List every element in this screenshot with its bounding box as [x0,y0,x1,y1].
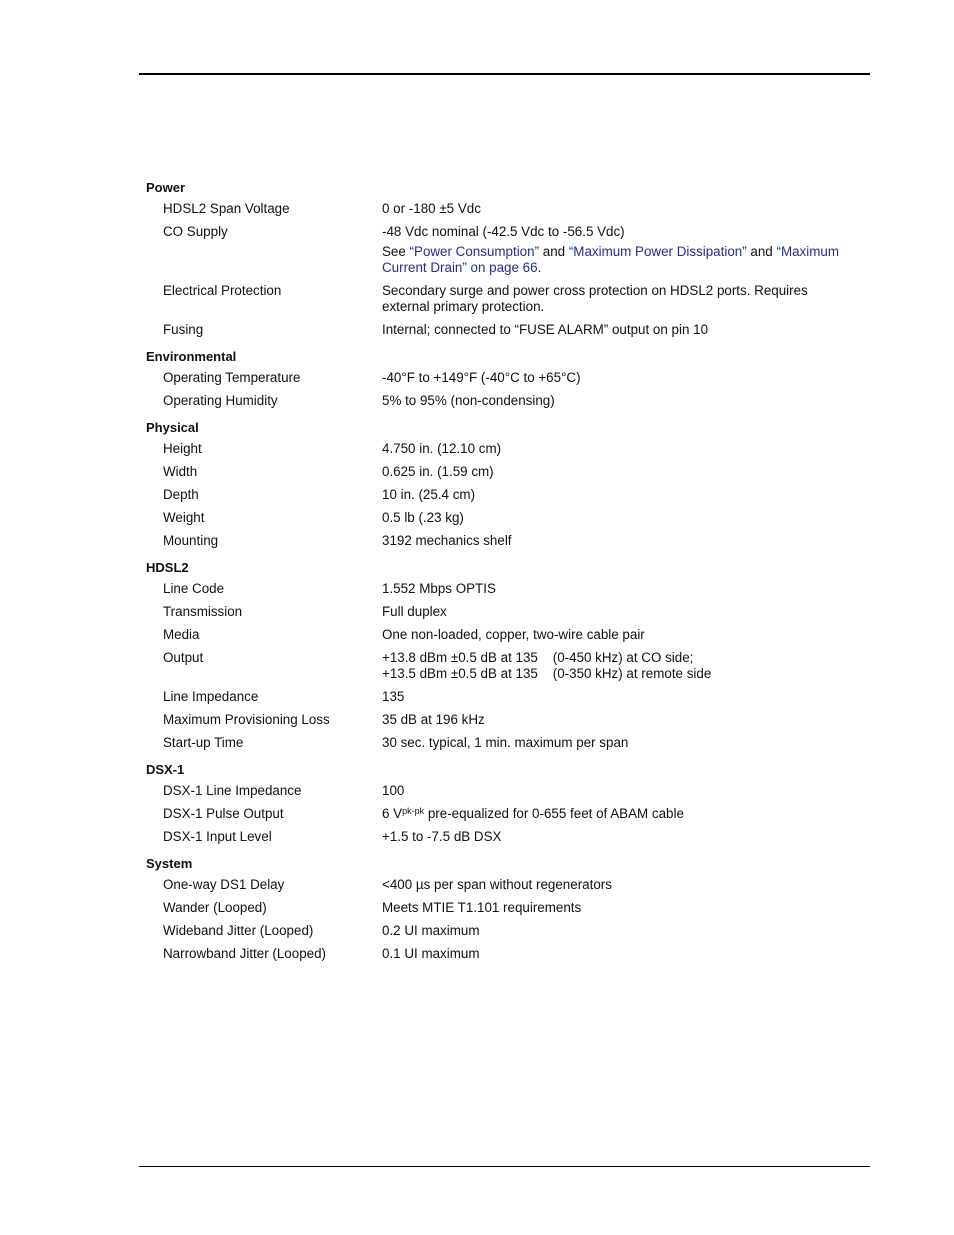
spec-label: Transmission [163,604,243,619]
spec-value: +1.5 to -7.5 dB DSX [382,829,502,844]
spec-value: 100 [382,783,405,798]
spec-label: Height [163,441,202,456]
spec-row-dsx1-input-level [146,829,856,845]
link-maximum-current-drain[interactable]: “Maximum Current Drain” on page 66 [382,244,839,275]
spec-label: Line Code [163,581,225,596]
spec-label: Output [163,650,204,665]
spec-value: 3192 mechanics shelf [382,533,512,548]
spec-row-max-provisioning-loss [146,712,856,728]
spec-row-humidity [146,393,856,409]
spec-value: One non-loaded, copper, two-wire cable pair [382,627,645,642]
spec-row-span-voltage [146,201,856,217]
pulse-value-superscript: pk-pk [402,806,425,816]
spec-value: <400 µs per span without regenerators [382,877,612,892]
spec-row-output [146,650,856,682]
spec-label: CO Supply [163,224,228,239]
spec-label: Operating Humidity [163,393,278,408]
spec-label: DSX-1 Input Level [163,829,272,844]
co-supply-crossref [382,244,856,276]
spec-label: HDSL2 Span Voltage [163,201,290,216]
spec-label: Maximum Provisioning Loss [163,712,330,727]
spec-label: Depth [163,487,199,502]
spec-value: 30 sec. typical, 1 min. maximum per span [382,735,629,750]
spec-row-transmission [146,604,856,620]
spec-label: Fusing [163,322,204,337]
footer-rule [139,1166,870,1167]
link-power-consumption[interactable]: “Power Consumption” [409,244,540,259]
spec-value: -40°F to +149°F (-40°C to +65°C) [382,370,581,385]
spec-value [382,650,856,682]
spec-label: Media [163,627,200,642]
spec-row-electrical-protection [146,283,856,315]
spec-label: Width [163,464,198,479]
spec-value: 10 in. (25.4 cm) [382,487,476,502]
co-supply-value: -48 Vdc nominal (-42.5 Vdc to -56.5 Vdc) [382,224,625,239]
spec-value: Secondary surge and power cross protection on HDSL2 ports. Requires external primary protection. [382,283,808,314]
crossref-text: and [539,244,569,259]
spec-label: Electrical Protection [163,283,282,298]
spec-label: Weight [163,510,205,525]
pulse-value-post: pre-equalized for 0-655 feet of ABAM cable [424,806,684,821]
spec-value: 4.750 in. (12.10 cm) [382,441,502,456]
spec-row-line-code [146,581,856,597]
spec-label: DSX-1 Line Impedance [163,783,302,798]
spec-row-mounting [146,533,856,549]
spec-row-startup-time [146,735,856,751]
section-heading-power: Power [146,180,186,195]
pulse-value-pre: 6 V [382,806,403,821]
spec-value: 35 dB at 196 kHz [382,712,485,727]
section-heading-physical: Physical [146,420,199,435]
spec-row-line-impedance [146,689,856,705]
crossref-text: . [537,260,542,275]
spec-row-fusing [146,322,856,338]
crossref-text: and [746,244,777,259]
spec-row-dsx1-pulse-output [146,806,856,822]
spec-value: Meets MTIE T1.101 requirements [382,900,582,915]
spec-label: Operating Temperature [163,370,301,385]
spec-value: 0.5 lb (.23 kg) [382,510,464,525]
spec-value: 0.625 in. (1.59 cm) [382,464,494,479]
specifications-table [146,176,856,969]
spec-value: Full duplex [382,604,447,619]
spec-row-width [146,464,856,480]
spec-row-dsx1-impedance [146,783,856,799]
section-heading-environmental: Environmental [146,349,237,364]
spec-label: Wideband Jitter (Looped) [163,923,314,938]
spec-value: 135 [382,689,405,704]
spec-value: 0.2 UI maximum [382,923,480,938]
spec-row-wander [146,900,856,916]
section-heading-system: System [146,856,193,871]
output-co-side: +13.8 dBm ±0.5 dB at 135 (0-450 kHz) at CO side; [382,650,694,665]
spec-label: Mounting [163,533,219,548]
spec-label: Start-up Time [163,735,244,750]
spec-value: 5% to 95% (non-condensing) [382,393,555,408]
spec-value [382,806,856,822]
spec-label: Line Impedance [163,689,259,704]
spec-row-media [146,627,856,643]
spec-label: DSX-1 Pulse Output [163,806,284,821]
spec-label: Wander (Looped) [163,900,267,915]
spec-row-height [146,441,856,457]
spec-value [382,224,856,276]
spec-value: Internal; connected to “FUSE ALARM” output on pin 10 [382,322,709,337]
spec-row-narrowband-jitter [146,946,856,962]
spec-row-co-supply [146,224,856,276]
crossref-text: See [382,244,410,259]
spec-row-wideband-jitter [146,923,856,939]
spec-value: 0.1 UI maximum [382,946,480,961]
spec-value: 1.552 Mbps OPTIS [382,581,496,596]
section-heading-dsx1: DSX-1 [146,762,185,777]
spec-row-temperature [146,370,856,386]
spec-row-weight [146,510,856,526]
spec-label: One-way DS1 Delay [163,877,285,892]
spec-value: 0 or -180 ±5 Vdc [382,201,481,216]
spec-label: Narrowband Jitter (Looped) [163,946,327,961]
spec-row-ds1-delay [146,877,856,893]
section-heading-hdsl2: HDSL2 [146,560,189,575]
link-maximum-power-dissipation[interactable]: “Maximum Power Dissipation” [568,244,747,259]
header-rule [139,73,870,75]
spec-row-depth [146,487,856,503]
output-remote-side: +13.5 dBm ±0.5 dB at 135 (0-350 kHz) at remote side [382,666,712,681]
